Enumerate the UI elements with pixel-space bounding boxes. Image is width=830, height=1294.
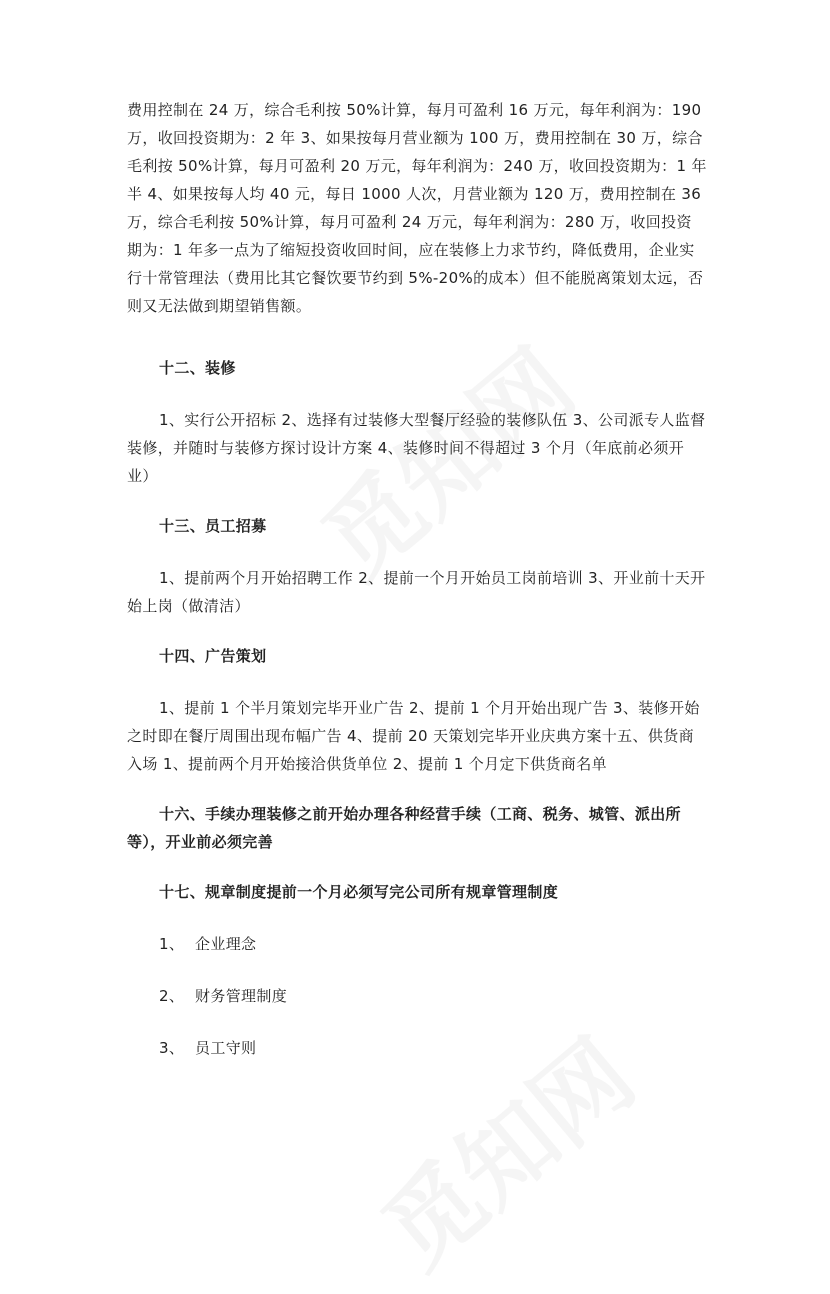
section-heading-16: 十六、手续办理装修之前开始办理各种经营手续（工商、税务、城管、派出所等），开业前必须完善 [127, 805, 681, 851]
list-item [127, 1034, 707, 1062]
advertising-paragraph: 1、提前 1 个半月策划完毕开业广告 2、提前 1 个月开始出现广告 3、装修开始之时即在餐厅周围出现布幅广告 4、提前 20 天策划完毕开业庆典方案十五、供货商入场 1、提前两个月开始接洽供货单位 2、提前 1 个月定下供货商名单 [127, 699, 700, 773]
section-heading-12: 十二、装修 [159, 359, 236, 377]
profit-paragraph: 费用控制在 24 万，综合毛利按 50%计算，每月可盈利 16 万元，每年利润为：190 万，收回投资期为：2 年 3、如果按每月营业额为 100 万，费用控制在 30 万，综合毛利按 50%计算，每月可盈利 20 万元，每年利润为：240 万，收回投资期为：1 年半 4、如果按每人均 40 元，每日 1000 人次，月营业额为 120 万，费用控制在 36 万，综合毛利按 50%计算，每月可盈利 24 万元，每年利润为：280 万，收回投资期为：1 年多一点为了缩短投资收回时间，应在装修上力求节约，降低费用，企业实行十常管理法（费用比其它餐饮要节约到 5%-20%的成本）但不能脱离策划太远，否则又无法做到期望销售额。 [127, 101, 707, 315]
list-item-number: 3、 [159, 1039, 185, 1057]
list-item-text: 财务管理制度 [195, 987, 288, 1005]
recruitment-paragraph: 1、提前两个月开始招聘工作 2、提前一个月开始员工岗前培训 3、开业前十天开始上岗（做清洁） [127, 569, 706, 615]
section-heading-17: 十七、规章制度提前一个月必须写完公司所有规章管理制度 [159, 883, 559, 901]
list-item-text: 员工守则 [195, 1039, 257, 1057]
list-item [127, 930, 707, 958]
section-heading-13: 十三、员工招募 [159, 517, 267, 535]
section-heading-14: 十四、广告策划 [159, 647, 267, 665]
list-item-number: 2、 [159, 987, 185, 1005]
decoration-paragraph: 1、实行公开招标 2、选择有过装修大型餐厅经验的装修队伍 3、公司派专人监督装修，并随时与装修方探讨设计方案 4、装修时间不得超过 3 个月（年底前必须开业） [127, 411, 706, 485]
list-item-number: 1、 [159, 935, 185, 953]
list-item [127, 982, 707, 1010]
list-item-text: 企业理念 [195, 935, 257, 953]
